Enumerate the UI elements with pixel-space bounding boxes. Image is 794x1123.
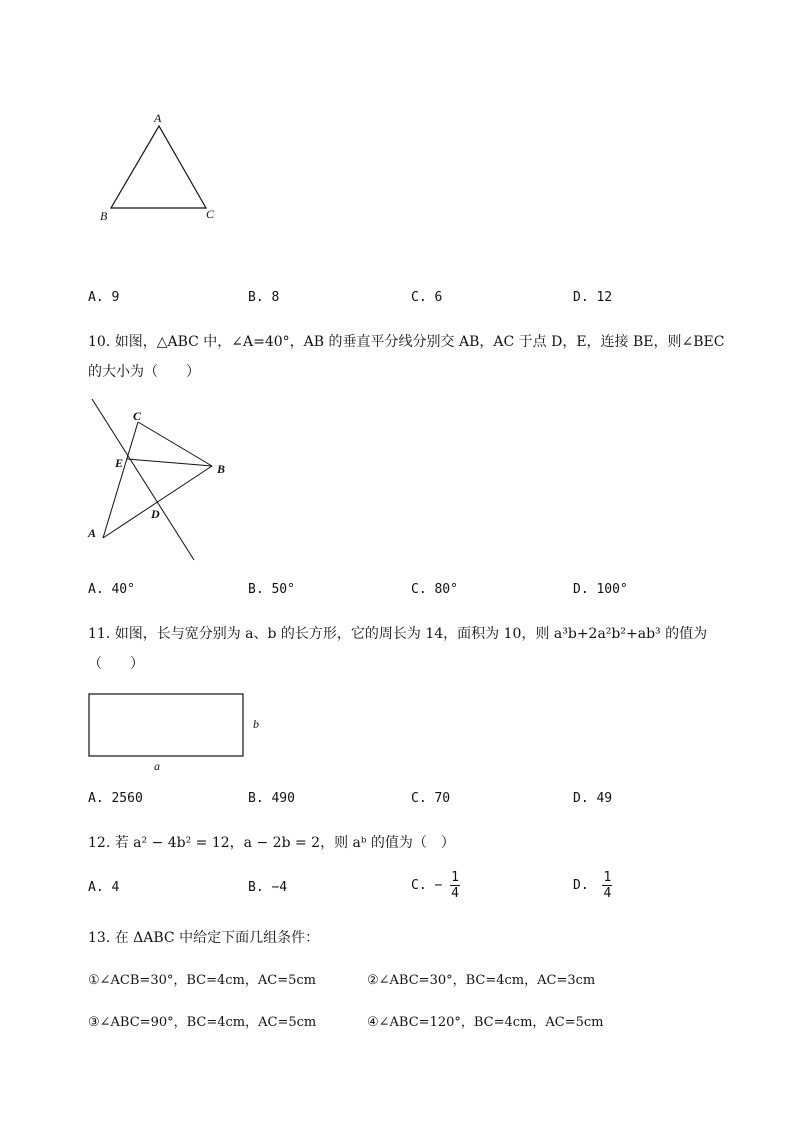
- q12-option-c-numerator: 1: [451, 870, 459, 885]
- bisector-line: [92, 399, 194, 560]
- q12-option-b: B. −4: [248, 880, 288, 895]
- q12-option-d-fraction: [602, 870, 612, 901]
- q13-condition-3: ③∠ABC=90°，BC=4cm，AC=5cm: [88, 1015, 317, 1030]
- q12-option-c-prefix: C. −: [411, 878, 443, 893]
- rectangle-ab: [89, 694, 243, 756]
- label-D: D: [151, 507, 160, 521]
- label-A: A: [154, 111, 162, 125]
- q10-option-d: D. 100°: [573, 582, 628, 597]
- label-C: C: [133, 409, 142, 423]
- segment-EB: [127, 459, 212, 466]
- q9-option-a: A. 9: [88, 290, 120, 305]
- q10-option-b: B. 50°: [248, 582, 295, 597]
- q10-option-a: A. 40°: [88, 582, 135, 597]
- label-B: B: [217, 462, 226, 476]
- label-A: A: [88, 526, 97, 540]
- q11-option-a: A. 2560: [88, 791, 143, 806]
- perpendicular-bisector-figure: [80, 395, 240, 565]
- q9-option-b: B. 8: [248, 290, 280, 305]
- q10-question-line1: 10. 如图，△ABC 中，∠A=40°，AB 的垂直平分线分别交 AB，AC 于点 D，E，连接 BE，则∠BEC: [88, 334, 725, 350]
- q10-question-line2: 的大小为（ ）: [88, 364, 200, 380]
- q12-option-c: [411, 870, 460, 901]
- triangle-abc-figure: [90, 108, 230, 233]
- q12-option-d-numerator: 1: [603, 870, 612, 885]
- label-b: b: [253, 717, 259, 731]
- segment-CB: [138, 422, 212, 466]
- label-B: B: [100, 209, 108, 223]
- q9-option-c: C. 6: [411, 290, 443, 305]
- q12-option-d-denominator: 4: [603, 886, 612, 901]
- q13-condition-1: ①∠ACB=30°，BC=4cm，AC=5cm: [88, 973, 316, 988]
- segment-AC: [103, 422, 138, 538]
- q12-option-c-fraction: [450, 870, 460, 901]
- q12-option-d-prefix: D.: [573, 878, 589, 893]
- q13-question: 13. 在 ΔABC 中给定下面几组条件：: [88, 930, 320, 946]
- label-E: E: [115, 456, 124, 470]
- q12-option-d: [573, 870, 612, 901]
- q13-condition-2: ②∠ABC=30°，BC=4cm，AC=3cm: [367, 973, 596, 988]
- q12-option-c-denominator: 4: [451, 886, 459, 901]
- q11-option-c: C. 70: [411, 791, 451, 806]
- triangle-abc: [111, 126, 206, 208]
- q11-question-line1: 11. 如图，长与宽分别为 a、b 的长方形，它的周长为 14，面积为 10，则 a³b+2a²b²+ab³ 的值为: [88, 626, 708, 642]
- q12-question: 12. 若 a² − 4b² = 12，a − 2b = 2，则 aᵇ 的值为（ ）: [88, 835, 455, 851]
- rectangle-figure: [85, 688, 270, 778]
- q13-condition-4: ④∠ABC=120°，BC=4cm，AC=5cm: [367, 1015, 604, 1030]
- label-C: C: [206, 207, 215, 221]
- q11-question-line2: （ ）: [88, 656, 144, 672]
- q11-option-b: B. 490: [248, 791, 295, 806]
- q9-option-d: D. 12: [573, 290, 613, 305]
- segment-AB: [103, 466, 212, 538]
- label-a: a: [154, 759, 160, 773]
- q11-option-d: D. 49: [573, 791, 613, 806]
- q12-option-a: A. 4: [88, 880, 120, 895]
- q10-option-c: C. 80°: [411, 582, 458, 597]
